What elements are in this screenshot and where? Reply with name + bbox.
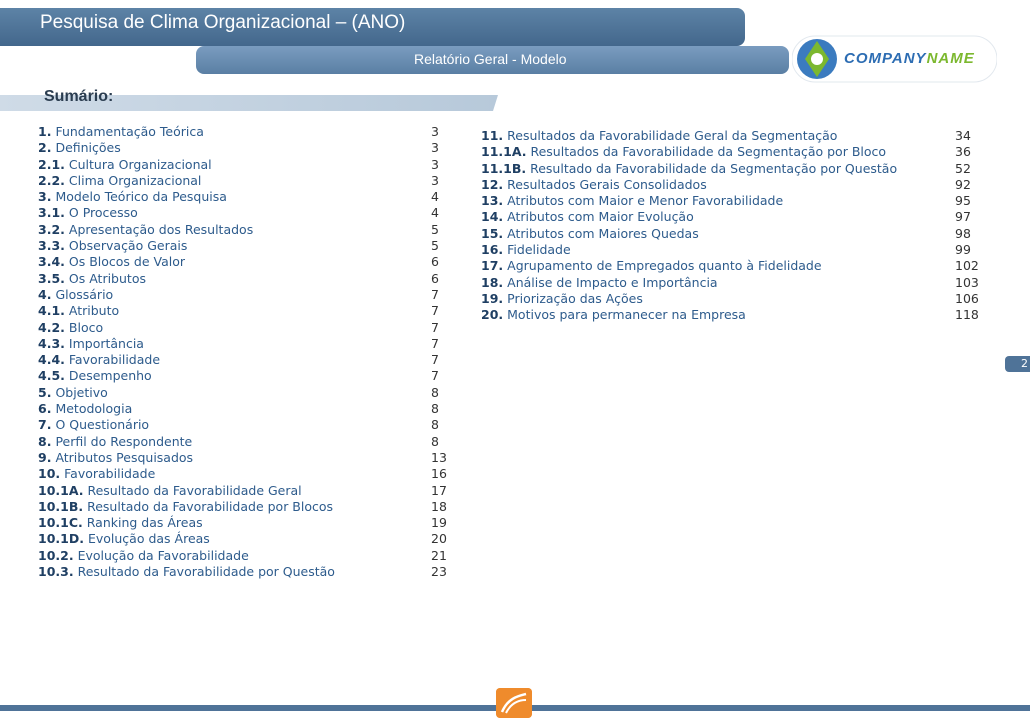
toc-entry[interactable] [38, 466, 453, 482]
toc-entry-label: Definições [55, 140, 121, 156]
toc-entry-number: 9. [38, 449, 52, 465]
toc-entry-label: Os Blocos de Valor [68, 254, 186, 270]
toc-entry-page: 7 [431, 352, 439, 368]
document-subtitle: Relatório Geral - Modelo [414, 51, 567, 67]
toc-entry-page: 97 [955, 209, 971, 225]
toc-entry[interactable] [38, 140, 453, 156]
toc-entry[interactable] [38, 499, 453, 515]
toc-entry-label: Evolução das Áreas [87, 531, 210, 547]
toc-entry-page: 34 [955, 128, 971, 143]
footer-logo-icon [496, 688, 532, 718]
toc-entry-number: 5. [38, 384, 52, 400]
toc-entry[interactable] [38, 238, 453, 254]
toc-entry-number: 11.1B. [481, 160, 527, 176]
toc-entry-number: 4.4. [38, 352, 65, 368]
toc-entry[interactable] [481, 242, 991, 258]
toc-entry-page: 4 [431, 205, 439, 221]
toc-entry-page: 13 [431, 449, 447, 465]
toc-entry-label: Cultura Organizacional [68, 156, 212, 172]
toc-entry-page: 36 [955, 144, 971, 160]
toc-entry[interactable] [38, 450, 453, 466]
toc-entry-number: 4. [38, 286, 52, 302]
toc-entry-number: 15. [481, 225, 504, 241]
logo-text-part1: COMPANY [844, 50, 927, 67]
toc-entry-label: Desempenho [68, 368, 152, 384]
toc-entry[interactable] [38, 564, 453, 580]
toc-entry[interactable] [38, 417, 453, 433]
section-title: Sumário: [44, 88, 114, 105]
toc-entry-page: 16 [431, 466, 447, 482]
toc-entry-page: 6 [431, 254, 439, 270]
toc-entry[interactable] [481, 209, 991, 225]
toc-entry-number: 4.3. [38, 335, 65, 351]
toc-entry-label: Resultados Gerais Consolidados [507, 176, 707, 192]
toc-entry-page: 8 [431, 433, 439, 449]
toc-entry[interactable] [38, 271, 453, 287]
toc-entry-label: Atributos com Maior Evolução [507, 209, 694, 225]
toc-entry-page: 20 [431, 531, 447, 547]
toc-entry-page: 95 [955, 193, 971, 209]
toc-entry[interactable] [38, 336, 453, 352]
toc-entry-label: Atributos Pesquisados [55, 449, 194, 465]
toc-entry[interactable] [38, 531, 453, 547]
toc-entry-page: 8 [431, 384, 439, 400]
toc-entry-page: 102 [955, 258, 979, 274]
toc-entry[interactable] [481, 177, 991, 193]
toc-entry-number: 12. [481, 176, 504, 192]
toc-entry[interactable] [38, 434, 453, 450]
toc-entry-number: 10.1A. [38, 482, 84, 498]
toc-entry-label: Objetivo [55, 384, 108, 400]
toc-entry-label: Perfil do Respondente [55, 433, 193, 449]
toc-entry[interactable] [38, 205, 453, 221]
toc-left-column [38, 124, 453, 580]
toc-entry-page: 17 [431, 482, 447, 498]
toc-entry[interactable] [38, 515, 453, 531]
toc-entry-number: 10.3. [38, 564, 74, 580]
toc-entry-page: 7 [431, 335, 439, 351]
toc-entry-label: Bloco [68, 319, 104, 335]
toc-entry-label: Resultado da Favorabilidade da Segmentação por Questão [530, 160, 898, 176]
toc-entry[interactable] [481, 291, 991, 307]
toc-entry-label: Atributos com Maior e Menor Favorabilidade [507, 193, 784, 209]
toc-entry-page: 5 [431, 238, 439, 254]
toc-entry[interactable] [38, 483, 453, 499]
toc-entry[interactable] [38, 401, 453, 417]
toc-entry-label: Fundamentação Teórica [55, 124, 204, 139]
toc-entry[interactable] [38, 385, 453, 401]
toc-entry-page: 4 [431, 189, 439, 205]
toc-entry-number: 10.1D. [38, 531, 84, 547]
toc-entry-page: 18 [431, 498, 447, 514]
toc-entry[interactable] [481, 193, 991, 209]
toc-entry-page: 5 [431, 221, 439, 237]
toc-entry-page: 8 [431, 401, 439, 417]
toc-entry-page: 7 [431, 286, 439, 302]
toc-entry-number: 3.1. [38, 205, 65, 221]
toc-entry-page: 7 [431, 368, 439, 384]
toc-entry-number: 11.1A. [481, 144, 527, 160]
toc-entry[interactable] [481, 258, 991, 274]
toc-entry[interactable] [38, 173, 453, 189]
toc-entry[interactable] [481, 144, 991, 160]
toc-entry-number: 3.5. [38, 270, 65, 286]
toc-entry-label: Favorabilidade [64, 466, 156, 482]
toc-entry-label: Observação Gerais [68, 238, 188, 254]
logo-text [844, 50, 975, 67]
toc-entry-number: 14. [481, 209, 504, 225]
toc-entry-label: Resultado da Favorabilidade por Blocos [87, 498, 334, 514]
toc-entry[interactable] [38, 222, 453, 238]
toc-entry[interactable] [481, 161, 991, 177]
toc-entry-number: 11. [481, 128, 504, 143]
toc-entry-label: O Questionário [55, 417, 150, 433]
toc-entry[interactable] [38, 254, 453, 270]
toc-entry-label: Glossário [55, 286, 114, 302]
toc-entry[interactable] [38, 548, 453, 564]
toc-entry-number: 19. [481, 290, 504, 306]
toc-entry-page: 6 [431, 270, 439, 286]
toc-entry-number: 3. [38, 189, 52, 205]
toc-entry-page: 3 [431, 172, 439, 188]
toc-entry-page: 7 [431, 303, 439, 319]
page-number-tab: 2 [1005, 356, 1030, 372]
toc-entry-number: 16. [481, 242, 504, 258]
toc-entry-number: 1. [38, 124, 52, 139]
toc-entry-label: Metodologia [55, 401, 133, 417]
toc-entry[interactable] [481, 226, 991, 242]
toc-entry-page: 92 [955, 176, 971, 192]
toc-entry-label: Apresentação dos Resultados [68, 221, 254, 237]
toc-entry-number: 10.2. [38, 547, 74, 563]
toc-entry[interactable] [38, 352, 453, 368]
toc-entry[interactable] [38, 287, 453, 303]
toc-entry-label: Resultados da Favorabilidade da Segmentação por Bloco [530, 144, 887, 160]
toc-entry-number: 2. [38, 140, 52, 156]
toc-entry-page: 118 [955, 307, 979, 323]
toc-entry-label: Resultado da Favorabilidade por Questão [77, 564, 335, 580]
toc-entry-page: 7 [431, 319, 439, 335]
toc-entry-number: 6. [38, 401, 52, 417]
toc-entry[interactable] [38, 303, 453, 319]
toc-entry-label: Os Atributos [68, 270, 146, 286]
toc-entry-number: 8. [38, 433, 52, 449]
toc-entry-number: 3.2. [38, 221, 65, 237]
toc-entry-label: Favorabilidade [68, 352, 161, 368]
toc-entry-label: Fidelidade [507, 242, 571, 258]
toc-entry-number: 10.1B. [38, 498, 84, 514]
toc-entry-number: 7. [38, 417, 52, 433]
toc-entry-number: 10. [38, 466, 61, 482]
toc-entry[interactable] [38, 189, 453, 205]
toc-entry-label: Atributo [68, 303, 120, 319]
toc-entry-label: O Processo [68, 205, 138, 221]
toc-entry-number: 4.1. [38, 303, 65, 319]
toc-entry-label: Resultado da Favorabilidade Geral [87, 482, 302, 498]
toc-entry-number: 2.2. [38, 172, 65, 188]
toc-entry-label: Clima Organizacional [68, 172, 202, 188]
toc-entry-number: 2.1. [38, 156, 65, 172]
toc-entry[interactable] [38, 124, 453, 140]
toc-entry-page: 3 [431, 140, 439, 156]
toc-entry-page: 3 [431, 156, 439, 172]
toc-entry-number: 3.3. [38, 238, 65, 254]
toc-entry[interactable] [38, 368, 453, 384]
toc-entry-page: 106 [955, 290, 979, 306]
toc-entry-label: Análise de Impacto e Importância [507, 274, 718, 290]
toc-entry-label: Modelo Teórico da Pesquisa [55, 189, 227, 205]
toc-entry-page: 21 [431, 547, 447, 563]
toc-entry-label: Agrupamento de Empregados quanto à Fidelidade [507, 258, 822, 274]
toc-entry-number: 20. [481, 307, 504, 323]
toc-entry-page: 103 [955, 274, 979, 290]
toc-entry-number: 10.1C. [38, 515, 83, 531]
toc-right-column [481, 128, 991, 324]
toc-entry-number: 4.2. [38, 319, 65, 335]
document-title: Pesquisa de Clima Organizacional – (ANO) [40, 12, 406, 33]
toc-entry-label: Evolução da Favorabilidade [77, 547, 249, 563]
logo-text-part2: NAME [926, 50, 975, 67]
toc-entry[interactable] [38, 320, 453, 336]
toc-entry-number: 3.4. [38, 254, 65, 270]
toc-entry-label: Motivos para permanecer na Empresa [507, 307, 746, 323]
toc-entry[interactable] [38, 157, 453, 173]
toc-entry-page: 98 [955, 225, 971, 241]
toc-entry-label: Resultados da Favorabilidade Geral da Segmentação [507, 128, 838, 143]
toc-entry-page: 52 [955, 160, 971, 176]
toc-entry-page: 99 [955, 242, 971, 258]
toc-entry-number: 18. [481, 274, 504, 290]
toc-entry-page: 23 [431, 564, 447, 580]
toc-entry[interactable] [481, 275, 991, 291]
toc-entry-number: 17. [481, 258, 504, 274]
toc-entry-page: 19 [431, 515, 447, 531]
toc-entry[interactable] [481, 128, 991, 144]
toc-entry[interactable] [481, 307, 991, 323]
toc-entry-label: Atributos com Maiores Quedas [507, 225, 699, 241]
toc-entry-number: 4.5. [38, 368, 65, 384]
toc-entry-label: Priorização das Ações [507, 290, 643, 306]
toc-entry-page: 3 [431, 124, 439, 139]
toc-entry-page: 8 [431, 417, 439, 433]
toc-entry-label: Ranking das Áreas [86, 515, 203, 531]
toc-entry-number: 13. [481, 193, 504, 209]
toc-entry-label: Importância [68, 335, 144, 351]
